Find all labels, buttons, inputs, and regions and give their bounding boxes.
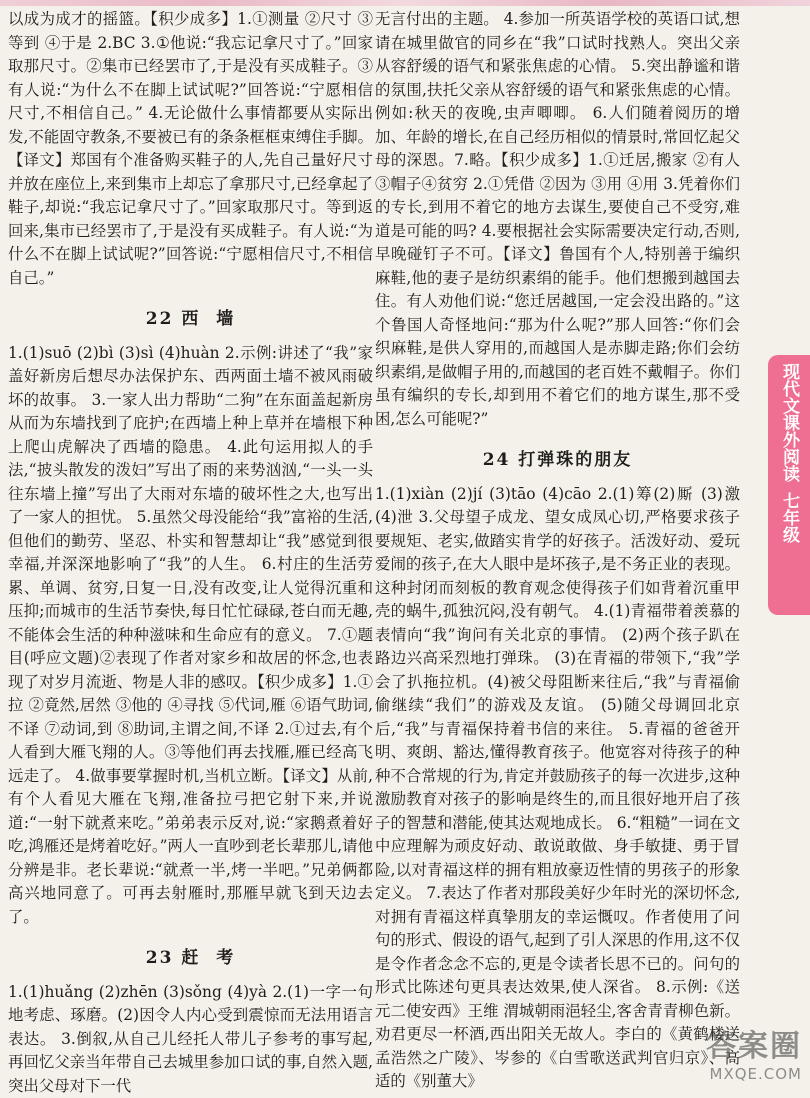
side-tab-grade: 七年级 [779,492,799,543]
answer-paragraph: 无言付出的主题。 4.参加一所英语学校的英语口试,想请在城里做官的同乡在“我”口试时找熟人。突出父亲从容舒缓的语气和紧张焦虑的心情。 5.突出静谧和谐的氛围,扶托父亲从容舒缓的语气和紧张焦虑的心情。例如:秋天的夜晚,虫声唧唧。 6.人们随着阅历的增加、年龄的增长,在自己经历相似的情景时,常回忆起父母的深恩。7.略。【积少成多】1.①迁居,搬家 ②有人 ③帽子④贫穷 2.①凭借 ②因为 ③用 ④用 3.凭着你们的专长,到用不着它的地方去谋生,要使自己不受穷,难道是可能的吗? 4.要根据社会实际需要决定行动,否则,早晚碰钉子不可。【译文】鲁国有个人,特别善于编织麻鞋,他的妻子是纺织素绢的能手。他们想搬到越国去住。有人劝他们说:“您迁居越国,一定会没出路的。”这个鲁国人奇怪地问:“那为什么呢?”那人回答:“你们会织麻鞋,是供人穿用的,而越国人是赤脚走路;你们会纺织素绢,是做帽子用的,而越国的老百姓不戴帽子。你们虽有编织的专长,却到用不着它们的地方谋生,那不受困,怎么可能呢?” [375,8,740,431]
answer-paragraph: 1.(1)suō (2)bì (3)sì (4)huàn 2.示例:讲述了“我”家盖好新房后想尽办法保护东、西两面土墙不被风雨破坏的故事。 3.一家人出力帮助“二狗”在东面盖起新房从而为东墙找到了庇护;在西墙上种上草并在墙根下种上爬山虎解决了西墙的隐患。 4.此句运用拟人的手法,“披头散发的泼妇”写出了雨的来势汹汹,“一头一头往东墙上撞”写出了大雨对东墙的破坏性之大,也写出了一家人的担忧。 5.虽然父母没能给“我”富裕的生活,但他们的勤劳、坚忍、朴实和智慧却让“我”感觉到很幸福,并深深地影响了“我”的人生。 6.村庄的生活劳累、单调、贫穷,日复一日,没有改变,让人觉得沉重和压抑;而城市的生活节奏快,每日忙忙碌碌,苍白而无趣,不能体会生活的种种滋味和生命应有的意义。 7.①题目(呼应文题)②表现了作者对家乡和故居的怀念,也表现了对岁月流逝、物是人非的感叹。【积少成多】1.①拉 ②竟然,居然 ③他的 ④寻找 ⑤代词,雁 ⑥语气助词,不译 ⑦动词,到 ⑧助词,主谓之间,不译 2.①过去,有个人看到大雁飞翔的人。③等他们再去找雁,雁已经高飞远走了。 4.做事要掌握时机,当机立断。【译文】从前,有个人看见大雁在飞翔,准备拉弓把它射下来,并说道:“一射下就煮来吃。”弟弟表示反对,说:“家鹅煮着好吃,鸿雁还是烤着吃好。”两人一直吵到老长辈那儿,请他分辨是非。老长辈说:“就煮一半,烤一半吧。”兄弟俩都高兴地同意了。可再去射雁时,那雁早就飞到天边去了。 [8,342,373,930]
right-column [375,8,740,1094]
answer-paragraph: 1.(1)huǎng (2)zhēn (3)sǒng (4)yà 2.(1)一字一句地考虑、琢磨。(2)因令人内心受到震惊而无法用语言表达。 3.倒叙,从自己儿经托人带儿子参考的事写起,再回忆父亲当年带自己去城里参加口试的事,自然入题,突出父母对下一代 [8,981,373,1098]
answer-paragraph: 以成为成才的摇篮。【积少成多】1.①测量 ②尺寸 ③等到 ④于是 2.BC 3.①他说:“我忘记拿尺寸了。”回家取那尺寸。②集市已经罢市了,于是没有买成鞋子。③有人说:“为什么不在脚上试试呢?”回答说:“宁愿相信尺寸,不相信自己。” 4.无论做什么事情都要从实际出发,不能固守教条,不要被已有的条条框框束缚住手脚。【译文】郑国有个准备购买鞋子的人,先自己量好尺寸并放在座位上,来到集市上却忘了拿那尺寸,已经拿起了鞋子,却说:“我忘记拿尺寸了。”回家取那尺寸。等到返回来,集市已经罢市了,于是没有买成鞋子。有人说:“为什么不在脚上试试呢?”回答说:“宁愿相信尺寸,不相信自己。” [8,8,373,290]
side-tab-label: 现代文课外阅读 [779,363,799,482]
section-title-22: 22 西 墙 [8,308,373,332]
top-decorative-strip [0,0,810,6]
watermark-logo: 答案圈 [706,1021,802,1065]
section-title-24: 24 打弹珠的朋友 [375,449,740,473]
section-title-23: 23 赶 考 [8,947,373,971]
watermark-url: MXQE.COM [706,1065,802,1083]
answer-paragraph: 1.(1)xiàn (2)jí (3)tāo (4)cāo 2.(1)筹(2)厮 (3)激 (4)泄 3.父母望子成龙、望女成凤心切,严格要求孩子要规矩、老实,做踏实肯学的好孩子。活泼好动、爱玩爱闹的孩子,在大人眼中是坏孩子,是不务正业的表现。这种封闭而刻板的教育观念使得孩子们如背着沉重甲壳的蜗牛,孤独沉闷,没有朝气。 4.(1)青福带着羡慕的表情向“我”询问有关北京的事情。 (2)两个孩子趴在路边兴高采烈地打弹珠。 (3)在青福的带领下,“我”学会了扒拖拉机。(4)被父母阻断来往后,“我”与青福偷偷继续“我们”的游戏及友谊。 (5)随父母调回北京后,“我”与青福保持着书信的来往。 5.青福的爸爸开明、爽朗、豁达,懂得教育孩子。他宽容对待孩子的种种不合常规的行为,肯定并鼓励孩子的每一次进步,这种激励教育对孩子的影响是终生的,而且很好地开启了孩子的智慧和潜能,使其达观地成长。 6.“粗糙”一词在文中应理解为顽皮好动、敢说敢做、身手敏捷、勇于冒险,以对青福这样的拥有粗放豪迈性情的男孩子的形象定义。 7.表达了作者对那段美好少年时光的深切怀念,对拥有青福这样真挚朋友的幸运慨叹。作者使用了问句的形式、假设的语气,起到了引人深思的作用,这不仅是令作者念念不忘的,更是令读者长思不已的。问句的形式比陈述句更具表达效果,使人深省。 8.示例:《送元二使安西》王维 渭城朝雨浥轻尘,客舍青青柳色新。劝君更尽一杯酒,西出阳关无故人。李白的《黄鹤楼送孟浩然之广陵》、岑参的《白雪歌送武判官归京》、高适的《别董大》 [375,483,740,1094]
watermark [706,1021,802,1083]
left-column [8,8,373,1098]
book-side-tab [768,355,810,615]
